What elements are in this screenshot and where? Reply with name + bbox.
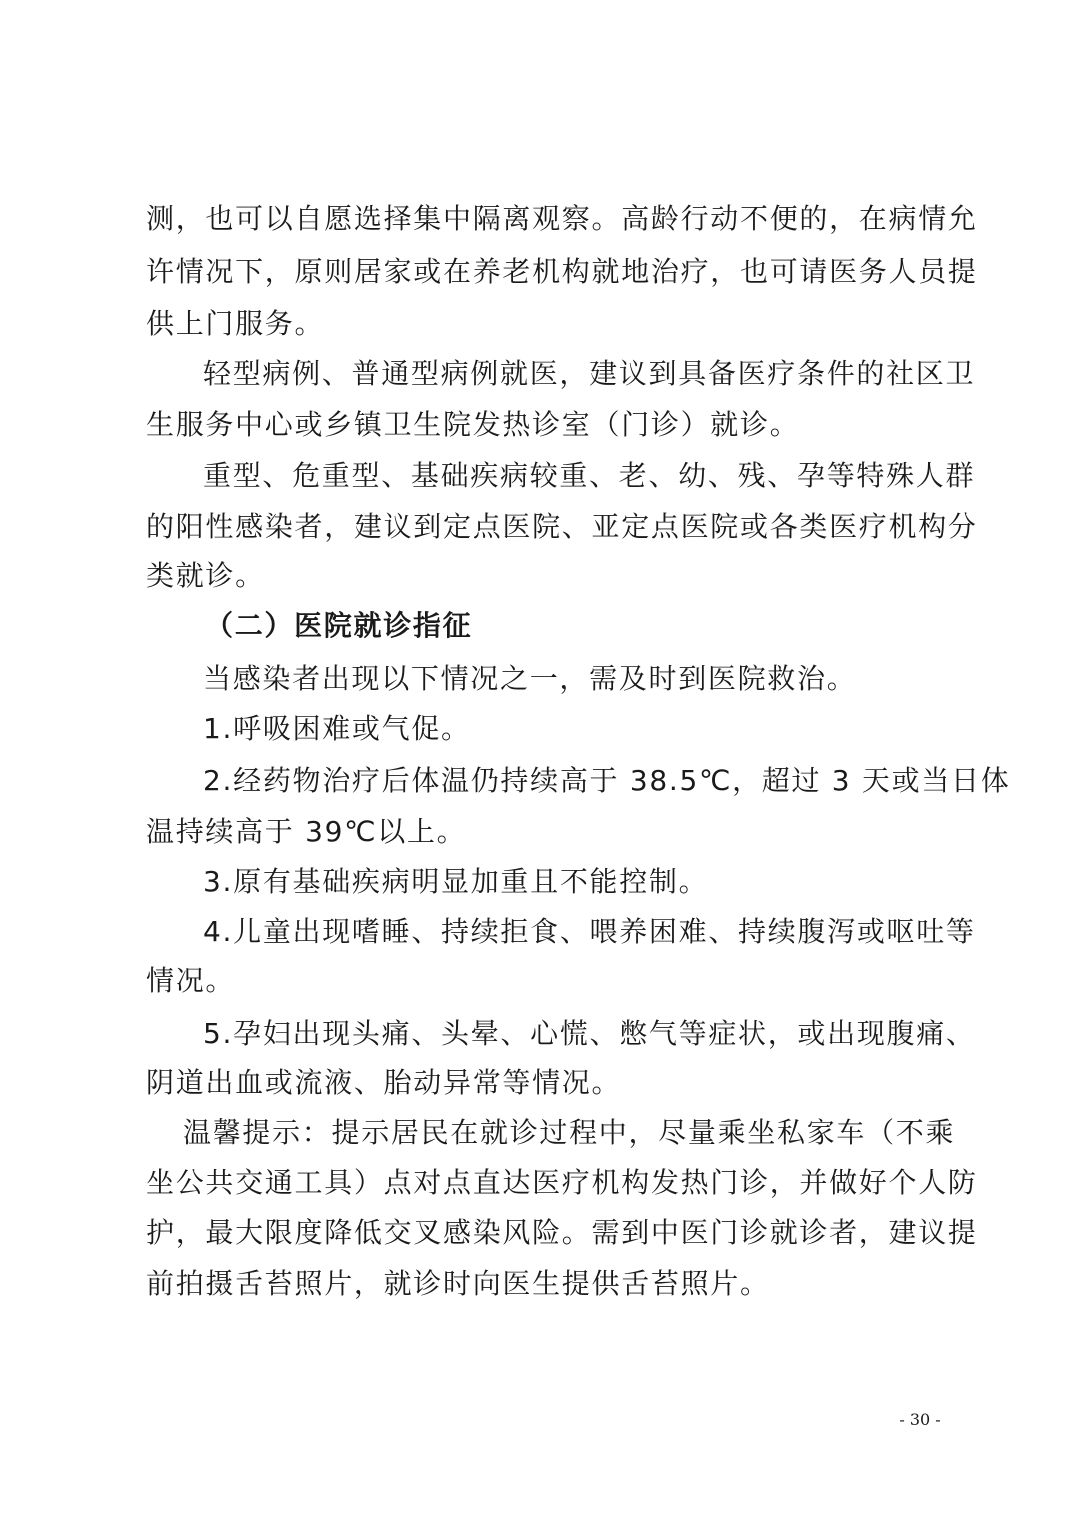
tip-text: 温馨提示：提示居民在就诊过程中，尽量乘坐私家车（不乘 (183, 1116, 956, 1149)
list-item: 5.孕妇出现头痛、头晕、心慌、憋气等症状，或出现腹痛、 (203, 1017, 976, 1050)
section-heading: （二）医院就诊指征 (205, 609, 473, 642)
tip-text: 护，最大限度降低交叉感染风险。需到中医门诊就诊者，建议提 (146, 1216, 978, 1249)
text-line: 阴道出血或流液、胎动异常等情况。 (146, 1066, 622, 1099)
text-line: 情况。 (146, 964, 236, 997)
text-line: 当感染者出现以下情况之一，需及时到医院救治。 (203, 662, 857, 695)
text-line: 测，也可以自愿选择集中隔离观察。高龄行动不便的，在病情允 (146, 202, 978, 235)
text-line: 轻型病例、普通型病例就医，建议到具备医疗条件的社区卫 (203, 357, 976, 390)
text-line: 生服务中心或乡镇卫生院发热诊室（门诊）就诊。 (146, 408, 800, 441)
page-number: - 30 - (899, 1410, 941, 1429)
text-line: 许情况下，原则居家或在养老机构就地治疗，也可请医务人员提 (146, 255, 978, 288)
list-item: 3.原有基础疾病明显加重且不能控制。 (203, 865, 709, 898)
list-item: 2.经药物治疗后体温仍持续高于 38.5℃，超过 3 天或当日体 (203, 764, 1011, 797)
list-item: 1.呼吸困难或气促。 (203, 712, 471, 745)
tip-text: 前拍摄舌苔照片，就诊时向医生提供舌苔照片。 (146, 1267, 770, 1300)
list-item: 4.儿童出现嗜睡、持续拒食、喂养困难、持续腹泻或呕吐等 (203, 915, 976, 948)
text-line: 类就诊。 (146, 559, 265, 592)
text-line: 重型、危重型、基础疾病较重、老、幼、残、孕等特殊人群 (203, 459, 976, 492)
text-line: 的阳性感染者，建议到定点医院、亚定点医院或各类医疗机构分 (146, 510, 978, 543)
tip-text: 坐公共交通工具）点对点直达医疗机构发热门诊，并做好个人防 (146, 1166, 978, 1199)
text-line: 供上门服务。 (146, 307, 325, 340)
text-line: 温持续高于 39℃以上。 (146, 815, 467, 848)
